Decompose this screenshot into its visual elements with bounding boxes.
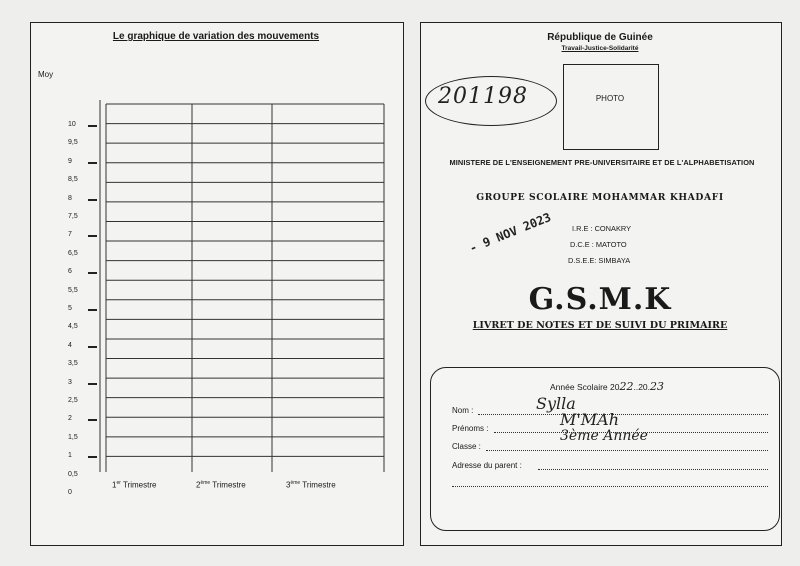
date-stamp: - 9 NOV 2023 [467, 210, 554, 256]
national-motto: Travail-Justice-Solidarité [561, 45, 639, 52]
prenoms-label: Prénoms : [452, 424, 489, 433]
classe-line [486, 449, 768, 451]
y-tick-mark [88, 346, 97, 348]
nom-label: Nom : [452, 406, 474, 415]
y-axis-head: Moy [38, 70, 54, 79]
school-year-hw-start: 22 [619, 380, 634, 393]
parent-address-label: Adresse du parent : [452, 461, 522, 470]
y-tick-label: 5,5 [68, 286, 78, 294]
graph-grid [98, 100, 386, 472]
y-tick-mark [88, 272, 97, 274]
y-tick-label: 2 [68, 415, 72, 423]
nom-value: Sylla [536, 394, 576, 413]
trimester-label: 3ème Trimestre [286, 480, 336, 490]
y-tick-mark [88, 235, 97, 237]
y-tick-label: 5 [68, 305, 72, 312]
y-tick-label: 1 [68, 452, 72, 460]
photo-box [563, 64, 659, 150]
y-tick-label: 10 [68, 121, 76, 128]
y-tick-mark [88, 125, 97, 127]
y-tick-label: 9,5 [68, 139, 78, 147]
parent-address-line-2 [452, 485, 768, 487]
y-tick-label: 3,5 [68, 360, 78, 368]
nom-line [478, 413, 768, 415]
y-tick-label: 0 [68, 489, 72, 496]
school-year-mid: ..20. [633, 382, 651, 392]
y-tick-label: 2,5 [68, 397, 78, 404]
y-tick-label: 4,5 [68, 323, 78, 331]
school-year-label: Année Scolaire 20 [550, 382, 620, 392]
school-year-hw-end: 23 [650, 380, 665, 393]
booklet-title: LIVRET DE NOTES ET DE SUIVI DU PRIMAIRE [472, 320, 728, 331]
handwritten-number: 201198 [438, 84, 528, 109]
y-tick-mark [88, 162, 97, 164]
y-tick-mark [88, 199, 97, 201]
y-tick-label: 6,5 [68, 249, 78, 257]
dce-line: D.C.E : MATOTO [570, 240, 627, 249]
dsee-line: D.S.E.E: SIMBAYA [568, 256, 631, 265]
ministry-name: MINISTERE DE L'ENSEIGNEMENT PRE-UNIVERSITAIRE ET DE L'ALPHABETISATION [449, 158, 755, 167]
school-year [550, 380, 664, 393]
y-tick-label: 8,5 [68, 176, 78, 184]
y-tick-label: 3 [68, 378, 72, 386]
republic-title: République de Guinée [547, 32, 653, 43]
graph-title: Le graphique de variation des mouvements [112, 31, 320, 42]
school-acronym: G.S.M.K [528, 282, 672, 317]
y-tick-mark [88, 309, 97, 311]
y-tick-mark [88, 456, 97, 458]
y-tick-label: 8 [68, 194, 72, 202]
prenoms-value: M'MAh [560, 410, 620, 429]
y-tick-label: 0,5 [68, 470, 78, 478]
y-tick-mark [88, 419, 97, 421]
y-tick-label: 7,5 [68, 213, 78, 220]
y-tick-label: 6 [68, 268, 72, 276]
classe-label: Classe : [452, 442, 481, 451]
y-tick-label: 9 [68, 157, 72, 165]
parent-address-line-1 [538, 468, 768, 470]
y-tick-label: 4 [68, 341, 72, 349]
trimester-label: 2ème Trimestre [196, 480, 246, 490]
trimester-label: 1er Trimestre [112, 480, 157, 490]
school-name: GROUPE SCOLAIRE MOHAMMAR KHADAFI [476, 192, 724, 203]
ire-line: I.R.E : CONAKRY [572, 224, 632, 233]
y-tick-label: 7 [68, 231, 72, 239]
y-tick-mark [88, 383, 97, 385]
photo-label: PHOTO [595, 94, 625, 103]
classe-value: 3ème Année [560, 428, 648, 444]
y-tick-label: 1,5 [68, 433, 78, 441]
